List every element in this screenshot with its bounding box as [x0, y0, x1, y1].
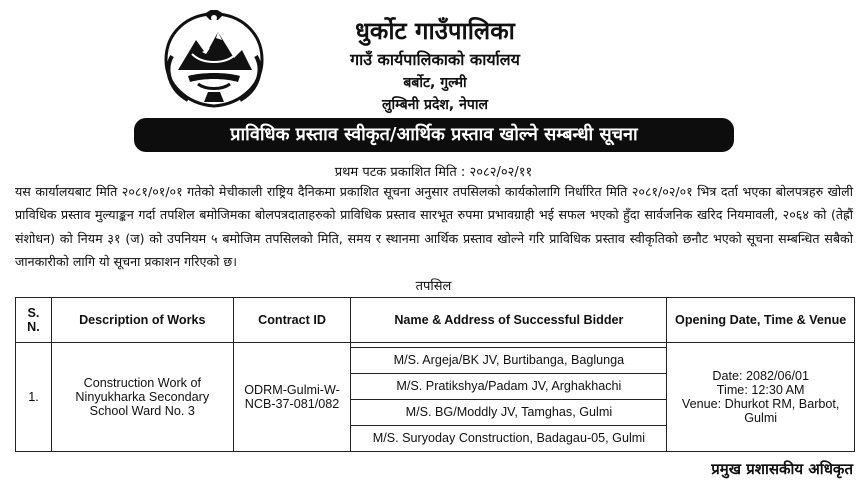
- office-name: गाउँ कार्यपालिकाको कार्यालय: [350, 50, 520, 69]
- address-line-2: लुम्बिनी प्रदेश, नेपाल: [382, 97, 488, 113]
- opening-venue: Venue: Dhurkot RM, Barbot, Gulmi: [681, 396, 840, 425]
- header-bidder: Name & Address of Successful Bidder: [351, 298, 667, 343]
- municipality-name: धुर्कोट गाउँपालिका: [355, 17, 515, 45]
- header-sn: S. N.: [16, 298, 52, 343]
- notice-title-banner: [134, 118, 734, 152]
- header-contract-id: Contract ID: [233, 298, 351, 343]
- cell-description: Construction Work of Ninyukharka Secondary School Ward No. 3: [51, 342, 233, 451]
- bidder-3: M/S. BG/Moddly JV, Tamghas, Gulmi: [351, 399, 667, 425]
- bidder-1: M/S. Argeja/BK JV, Burtibanga, Baglunga: [351, 347, 667, 373]
- signature-title: प्रमुख प्रशासकीय अधिकृत: [711, 460, 853, 478]
- cell-opening: [667, 342, 855, 451]
- header-opening: Opening Date, Time & Venue: [667, 298, 855, 343]
- notice-title: प्राविधिक प्रस्ताव स्वीकृत/आर्थिक प्रस्ताव खोल्ने सम्बन्धी सूचना: [230, 124, 638, 145]
- notice-body: यस कार्यालयबाट मिति २०८१/०१/०१ गतेको मेचीकाली राष्ट्रिय दैनिकमा प्रकाशित सूचना अनुसार तपसिलको कार्यकोलागि निर्धारित मिति २०८१/०२/०१ भित्र दर्ता भएका बोलपत्रहरु खोली प्राविधिक प्रस्ताव मुल्याङ्कन गर्दा तपशिल बमोजिमका बोलपत्रदाताहरुको प्राविधिक प्रस्ताव सारभूत रुपमा प्रभावग्राही भई सफल भएको हुँदा सार्वजनिक खरिद नियमावली, २०६४ को (तेह्रौं संशोधन) को नियम ३१ (ज) को उपनियम ५ बमोजिम तपसिलको मिति, समय र स्थानमा आर्थिक प्रस्ताव खोल्ने गरि प्राविधिक प्रस्ताव स्वीकृतिको छनौट भएको सूचना सम्बन्धित सबैको जानकारीको लागि यो सूचना प्रकाशन गरिएको छ।: [15, 184, 853, 270]
- opening-date: Date: 2082/06/01: [712, 368, 809, 383]
- cell-sn: 1.: [16, 342, 52, 451]
- schedule-label: तपसिल: [415, 279, 452, 294]
- cell-contract-id: ODRM-Gulmi-W-NCB-37-081/082: [233, 342, 351, 451]
- publication-date: प्रथम पटक प्रकाशित मिति : २०८२/०२/११: [334, 165, 533, 180]
- opening-time: Time: 12:30 AM: [716, 382, 805, 397]
- table-header-row: [16, 298, 855, 343]
- results-table: [15, 297, 855, 452]
- header-description: Description of Works: [51, 298, 233, 343]
- address-line-1: बर्बोट, गुल्मी: [403, 75, 467, 91]
- bidder-2: M/S. Pratikshya/Padam JV, Arghakhachi: [351, 373, 667, 399]
- bidder-4: M/S. Suryoday Construction, Badagau-05, Gulmi: [351, 425, 667, 451]
